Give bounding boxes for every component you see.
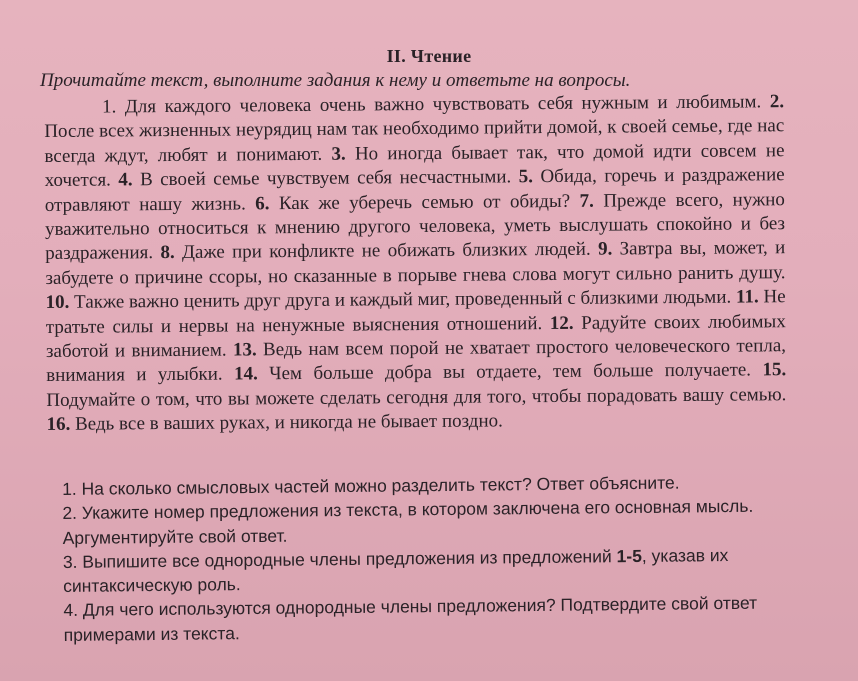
sentence-number: 7. (579, 190, 594, 212)
sentence-text: Но иногда бывает так, что домой идти совсем не хочется. (44, 139, 785, 192)
sentence (118, 166, 519, 190)
sentence-number: 4. (118, 169, 133, 191)
sentence-text: Ведь нам всем порой не хватает простого человеческого тепла, внимания и улыбки. (46, 335, 787, 387)
sentence (102, 91, 770, 117)
reading-text (44, 90, 787, 437)
sentence-text: Как же уберечь семью от обиды? (269, 190, 580, 214)
question-tail: , указав их синтаксическую роль. (63, 544, 729, 597)
sentence (255, 190, 580, 214)
question-item (62, 494, 782, 550)
section-title: II. Чтение (386, 46, 472, 66)
sentence-number: 5. (518, 166, 534, 188)
sentence-number: 2. (769, 91, 785, 113)
sentence-number: 12. (549, 312, 574, 334)
sentence-number: 1. (102, 96, 117, 118)
sentence-text: Подумайте о том, что вы можете сделать сегодня для того, чтобы порадовать вашу семью. (46, 384, 787, 411)
sentence-number: 3. (331, 143, 346, 165)
sentence-number: 6. (255, 192, 270, 214)
sentence (160, 239, 598, 263)
sentence-text: В своей семье чувствуем себя несчастными. (132, 166, 519, 191)
sentence (46, 411, 502, 436)
sentence-text: Завтра вы, может, и забудете о причине ссоры, но сказанные в порыве гнева слова могут сильно ранить душу. (45, 237, 786, 289)
sentence-text: Также важно ценить друг друга и каждый миг, проведенный с близкими людьми. (69, 286, 737, 314)
sentence-number: 16. (46, 414, 71, 436)
sentence-number: 15. (762, 359, 787, 381)
sentence-number: 9. (597, 238, 613, 261)
question-range: 1-5 (611, 545, 642, 567)
sentence-text: После всех жизненных неурядиц нам так необходимо прийти домой, к своей семье, где нас всегда ждут, любят и понимают. (44, 115, 785, 167)
sentence-number: 13. (232, 339, 257, 361)
sentence-text: Чем больше добра вы отдаете, тем больше получаете. (257, 359, 763, 385)
question-text: Выпишите все однородные члены предложения из предложений (82, 546, 612, 572)
sentence-text: Радуйте своих любимых заботой и вниманием. (45, 310, 786, 363)
sentence (46, 287, 737, 313)
question-text: На сколько смысловых частей можно разделить текст? Ответ объясните. (81, 472, 680, 499)
question-number: 4. (63, 600, 83, 621)
sentence-text: Ведь все в ваших руках, и никогда не бывает поздно. (70, 410, 503, 436)
question-number: 1. (62, 478, 82, 499)
question-item (63, 542, 783, 598)
questions-list (62, 469, 784, 647)
sentence-text: Даже при конфликте не обижать близких людей. (174, 239, 599, 264)
sentence-text: Прежде всего, нужно уважительно относиться к мнению другого человека, уметь выслушать спокойно и без раздражения. (44, 188, 786, 265)
sentence-number: 11. (735, 286, 759, 308)
sentence-number: 14. (233, 363, 258, 385)
sentence-text: Обида, горечь и раздражение отравляют нашу жизнь. (44, 164, 785, 216)
sentence-number: 10. (45, 292, 70, 314)
sentence-text: Не тратьте силы и нервы на ненужные выяснения отношений. (45, 286, 786, 338)
question-text: Для чего используются однородные члены предложения? Подтвердите свой ответ примерами из текста. (63, 593, 758, 645)
question-number: 3. (62, 551, 83, 572)
sentence (234, 360, 763, 385)
question-item (63, 591, 783, 647)
instruction-text: Прочитайте текст, выполните задания к нему и ответьте на вопросы. (40, 70, 631, 91)
sentence-text: Для каждого человека очень важно чувствовать себя нужным и любимым. (116, 91, 770, 118)
sentence-number: 8. (160, 242, 175, 264)
question-number: 2. (62, 503, 82, 524)
question-text: Укажите номер предложения из текста, в котором заключена его основная мысль. Аргументируйте свой ответ. (62, 496, 754, 548)
